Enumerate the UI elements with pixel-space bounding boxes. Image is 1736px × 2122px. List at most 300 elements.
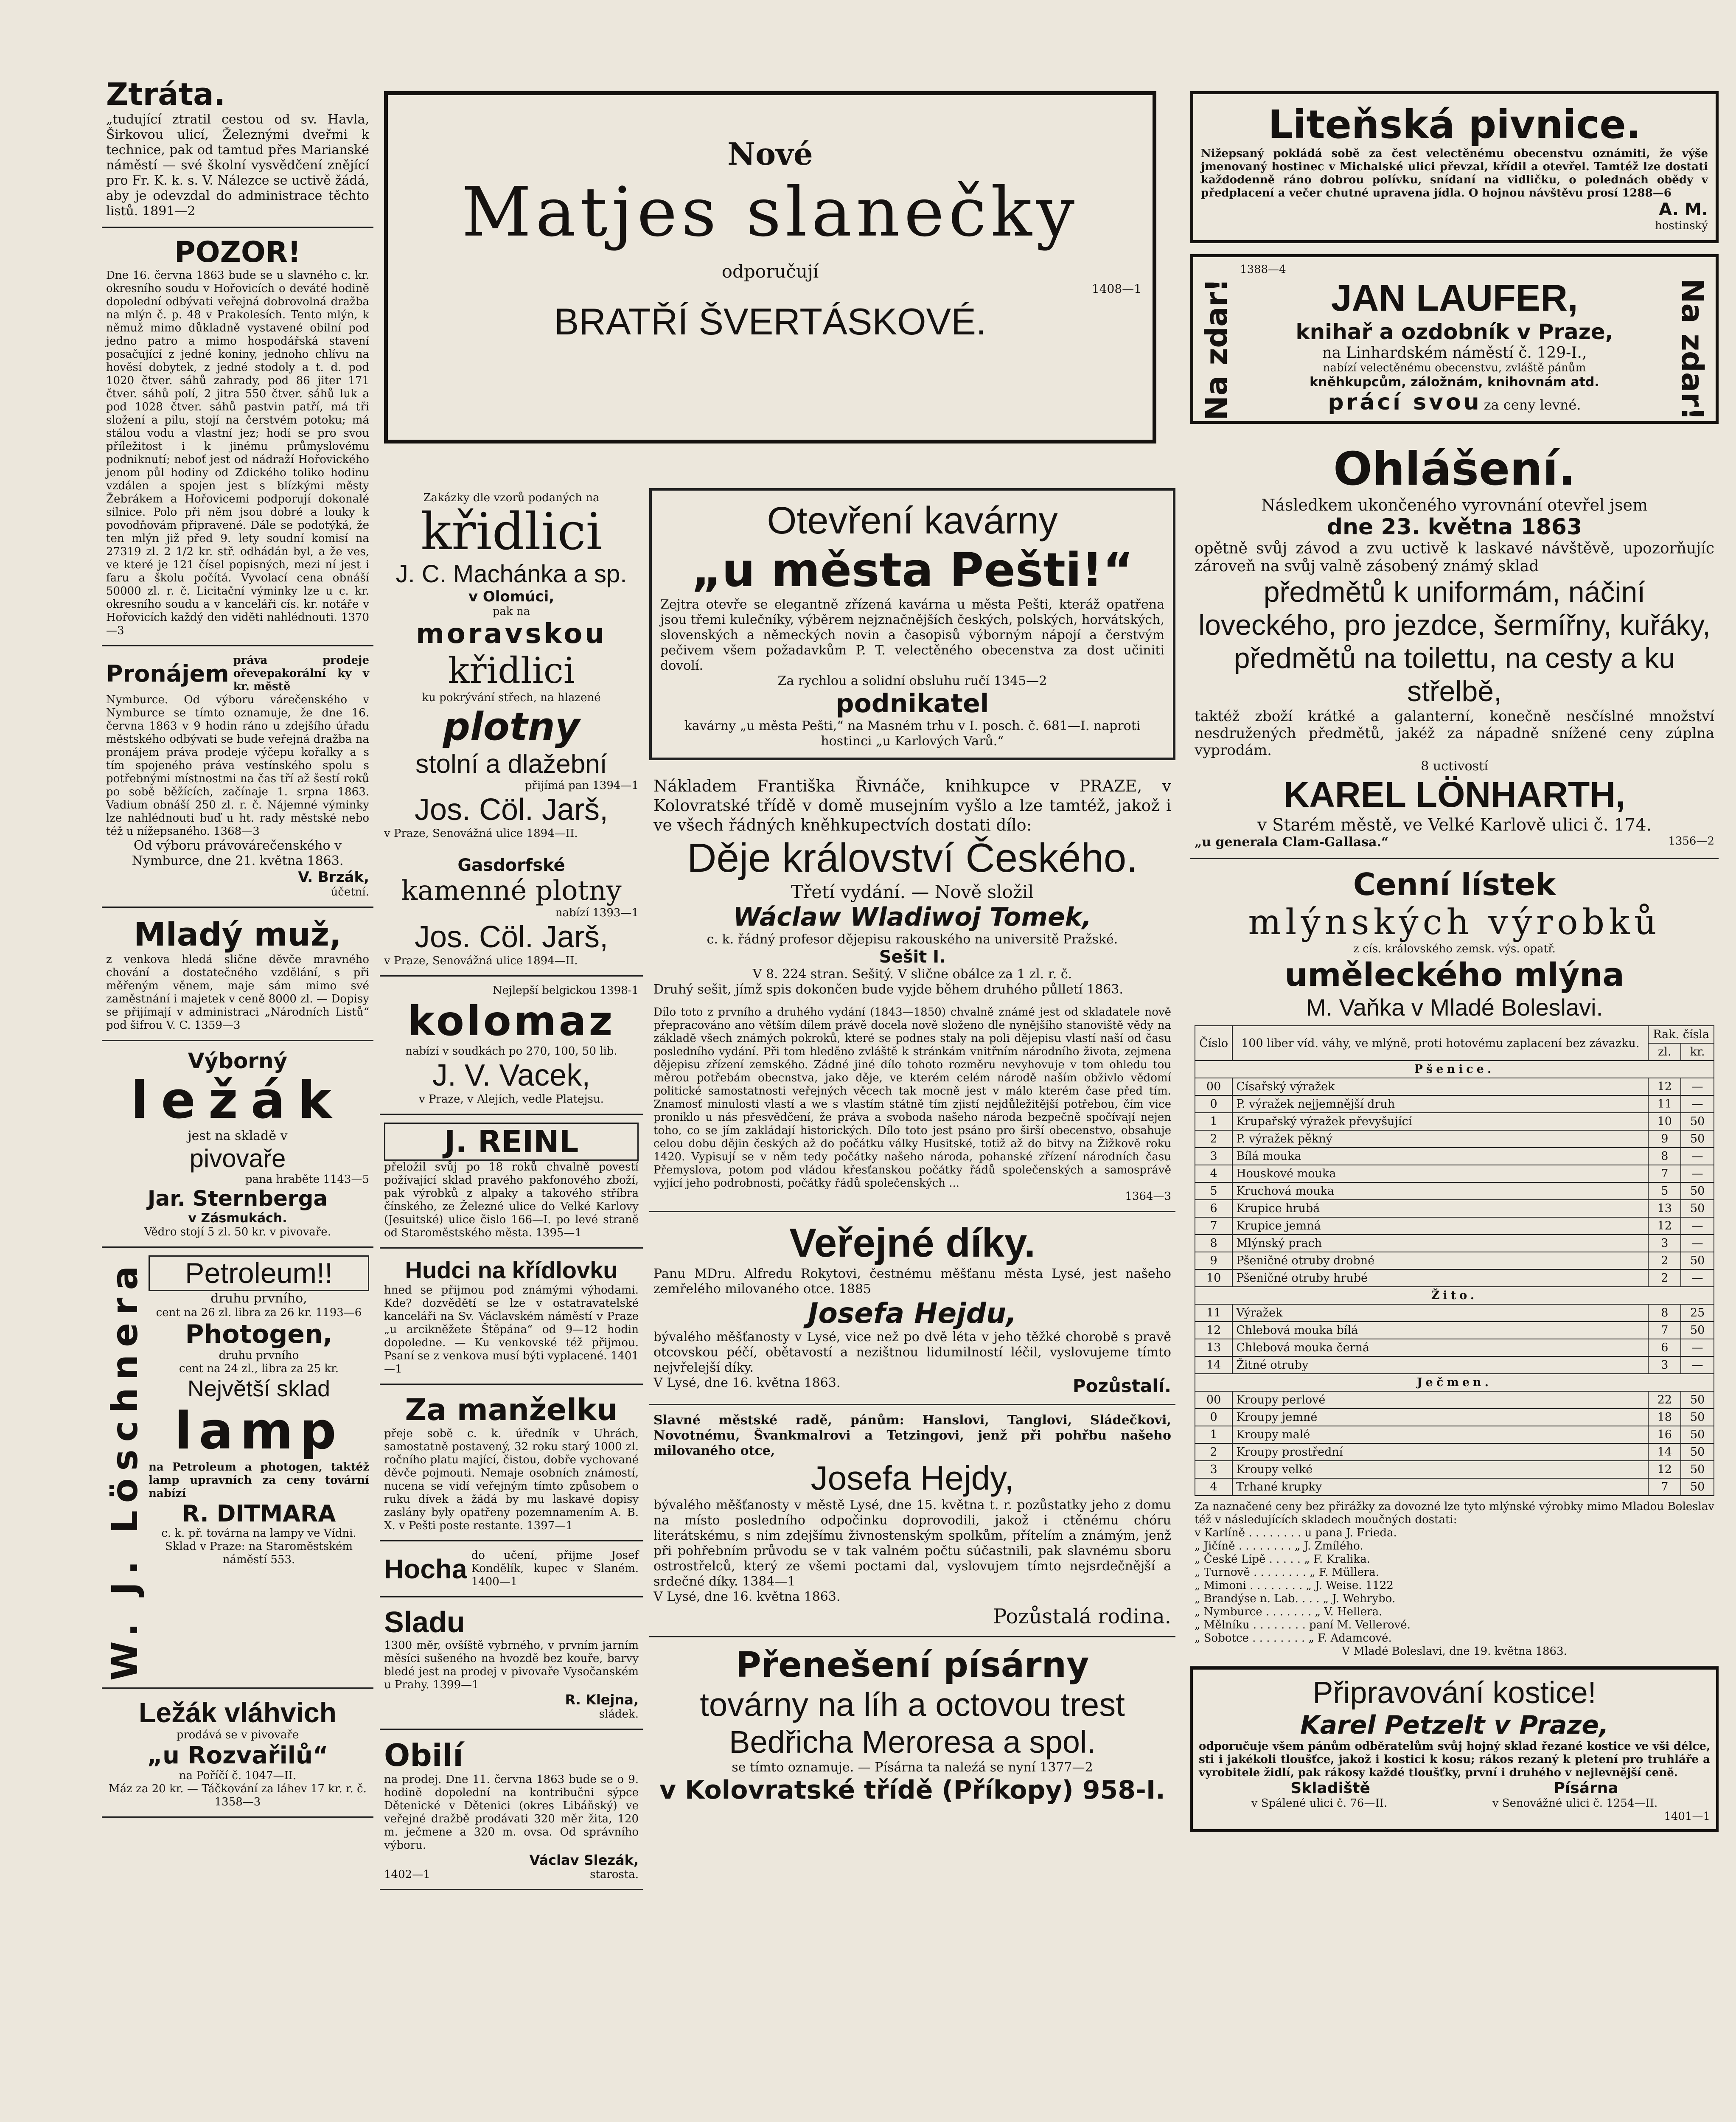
kostice-sklad: Skladiště [1290, 1780, 1370, 1797]
table-row [1195, 1130, 1714, 1148]
matjes-firm: BRATŘÍ ŠVERTÁSKOVÉ. [554, 300, 987, 342]
lezak-ad [102, 1041, 373, 1248]
table-row [1195, 1078, 1714, 1095]
table-section-name: Žito. [1195, 1287, 1714, 1304]
kostice-title: Připravování kostice! [1313, 1676, 1596, 1710]
matjes-sub: odporučují [721, 261, 819, 282]
kostice-code: 1401—1 [1664, 1810, 1710, 1823]
gasdorf-ad [380, 848, 643, 977]
diky2-intro: Slavné městské radě, pánům: Hanslovi, Tanglovi, Sládečkovi, Novotnému, Švankmalrovi a Tetzingovi, jenž při pohřbu našeho milovaného otce, [653, 1413, 1171, 1458]
laufer-left-label: Na zdar! [1199, 278, 1234, 421]
table-cell-no: 3 [1195, 1148, 1232, 1165]
table-cell-zl: 14 [1648, 1443, 1681, 1461]
table-cell-no: 3 [1195, 1461, 1232, 1478]
table-cell-kr: 50 [1681, 1113, 1714, 1130]
kamenne: kamenné plotny [401, 875, 622, 907]
sladu-text: 1300 měr, ovšíště vybrného, v prvním jarním měsíci sušeného na hvozdě bez kouře, barvy bledé jest na prodej v pivovaře Vysočanském u Prahy. 1399—1 [384, 1639, 639, 1691]
table-cell-zl: 2 [1648, 1252, 1681, 1269]
petroleum-price: cent na 26 zl. libra za 26 kr. 1193—6 [156, 1306, 362, 1319]
lonhart-big: předmětů k uniformám, náčiní loveckého, pro jezdce, šermířny, kuřáky, předmětů na toilettu, na cesty a ku střelbě, [1198, 576, 1711, 707]
pronajem-sign: Od výboru právovárečenského v Nymburce, dne 21. května 1863. [132, 838, 344, 868]
pisarna-text: se tímto oznamuje. — Písárna ta naleźá se nyní 1377—2 [732, 1760, 1093, 1775]
table-row [1195, 1095, 1714, 1113]
kniha-druhy: Druhý sešit, jímž spis dokončen bude vyjde během druhého půlletí 1863. [653, 982, 1123, 997]
kostice-firm: Karel Petzelt v Praze, [1300, 1710, 1609, 1740]
mlyn-table-body [1195, 1061, 1714, 1496]
kostice-sklad-addr: v Spálené ulici č. 76—II. [1251, 1797, 1388, 1810]
table-cell-kr: 50 [1681, 1443, 1714, 1461]
reinl: J. REINL [384, 1123, 639, 1161]
pozor-title: POZOR! [174, 236, 301, 269]
table-row [1195, 1409, 1714, 1426]
kniha-sesit: Sešit I. [879, 947, 946, 967]
table-cell-zl: 6 [1648, 1339, 1681, 1356]
kridlici-ad [380, 484, 643, 848]
loschner-ad [102, 1248, 373, 1689]
diky2-name: Josefa Hejdy, [811, 1459, 1014, 1497]
gasdorf: Gasdorfské [457, 856, 565, 875]
photogen-price: cent na 24 zl., libra za 25 kr. [179, 1362, 339, 1375]
list-item: „ České Lípě . . . . . „ F. Kralika. [1195, 1553, 1371, 1566]
table-cell-no: 10 [1195, 1269, 1232, 1287]
kniha-author: Wáclaw Wladiwoj Tomek, [733, 902, 1092, 932]
table-cell-zl: 18 [1648, 1409, 1681, 1426]
mlyn-title: Cenní lístek [1353, 867, 1556, 902]
nabizi: nabízí 1393—1 [555, 907, 639, 919]
kniha-ad [649, 769, 1175, 1212]
pronajem-role: účetní. [331, 886, 369, 898]
table-cell-no: 00 [1195, 1078, 1232, 1095]
table-cell-no: 0 [1195, 1095, 1232, 1113]
laufer-text: nabízí velectěnému obecenstvu, zvláště pánům [1323, 362, 1586, 374]
mlady-muz-ad [102, 908, 373, 1041]
table-cell-no: 5 [1195, 1182, 1232, 1200]
table-cell-kr: — [1681, 1269, 1714, 1287]
pisarna-title2: továrny na líh a octovou trest [700, 1686, 1125, 1723]
table-cell-no: 0 [1195, 1409, 1232, 1426]
table-section-row [1195, 1287, 1714, 1304]
table-row [1195, 1252, 1714, 1269]
lezak-big: ležák [131, 1071, 345, 1130]
diky2-sign: Pozůstalá rodina. [993, 1605, 1171, 1628]
ztrata-title: Ztráta. [106, 76, 226, 112]
kavarna-ad [649, 488, 1175, 760]
matjes-title: Matjes slanečky [461, 172, 1079, 252]
table-cell-no: 9 [1195, 1252, 1232, 1269]
kavarna-sign: podnikatel [836, 689, 989, 719]
litenska-title: Liteňská pivnice. [1268, 102, 1641, 147]
hudci-title: Hudci na křídlovku [405, 1257, 618, 1283]
table-cell-no: 12 [1195, 1322, 1232, 1339]
jars1-addr: v Praze, Senovážná ulice 1894—II. [384, 827, 578, 840]
table-cell-zl: 7 [1648, 1478, 1681, 1496]
table-cell-zl: 22 [1648, 1391, 1681, 1409]
diky-text: Panu MDru. Alfredu Rokytovi, čestnému měšťanu města Lysé, jest našeho zemřelého milovaného otce. 1885 [653, 1266, 1171, 1297]
hocha-title: Hocha [384, 1553, 467, 1584]
sladu-role: sládek. [599, 1708, 639, 1721]
table-cell-zl: 3 [1648, 1235, 1681, 1252]
laufer-name: JAN LAUFER, [1331, 277, 1578, 319]
diky-name: Josefa Hejdu, [808, 1297, 1017, 1330]
table-cell-item: Kroupy malé [1232, 1426, 1648, 1443]
ditmara: R. DITMARA [182, 1500, 336, 1527]
reinl-text: přeložil svůj po 18 roků chvalně povestí požívající sklad pravého pakfonového zboží, pak výrobků z alpaky a takového stříbra čínského, ze Železné ulice do Velké Karlovy (Jesuitské) ulice čislo 166—I. po levé straně od Staroměstského města. 1395—1 [384, 1161, 639, 1239]
table-cell-item: Žitné otruby [1232, 1356, 1648, 1374]
kavarna-name: „u města Pešti!“ [691, 543, 1134, 597]
left-column [102, 64, 373, 2122]
kostice-text: odporučuje všem pánům odběratelům svůj hojný sklad řezané kostice ve vši délce, sti i jakékoli tloušťce, jakož i kostici k kosu; rákos rezaný k pletení pro truhláře a vyrobitele židlí, pak rákosy každé tloušťky, první i druhého v nejlevnější ceně. [1199, 1740, 1710, 1779]
pokryvani: ku pokrývání střech, na hlazené [422, 691, 601, 704]
pronajem-signer: V. Brzák, [298, 869, 369, 886]
pozor-ad [102, 228, 373, 646]
table-cell-no: 6 [1195, 1200, 1232, 1217]
table-cell-item: Císařský výražek [1232, 1078, 1648, 1095]
manzel-text: přeje sobě c. k. úředník v Uhrách, samostatně postavený, 32 roku starý 1000 zl. ročního platu mající, čistou, dobře vychované děvče pojmouti. Nemaje osobních známostí, nucena se vidí veřejným tímto způsobem o ruku dívek a žádá by mu laskavé dopisy zaslány byly opatřeny pozemnamením A. B. X. v Pešti poste restante. 1397—1 [384, 1427, 639, 1532]
diky-text2: bývalého měšťanosty v Lysé, vice než po dvě léta v jeho těžké chorobě s pravě otcovskou péčí, obětavostí a nezištnou lidumilností léčil, vyslovujeme tímto nejvřelejší díky. [653, 1330, 1171, 1375]
matjes-code: 1408—1 [1091, 282, 1141, 296]
kniha-edition: Třetí vydání. — Nově složil [791, 881, 1034, 902]
table-cell-item: Kroupy jemné [1232, 1409, 1648, 1426]
litenska-sign: A. M. [1659, 200, 1708, 219]
table-cell-no: 1 [1195, 1113, 1232, 1130]
rozvarilu: „u Rozvařilů“ [147, 1742, 328, 1769]
table-cell-kr: 50 [1681, 1182, 1714, 1200]
table-cell-item: Výražek [1232, 1304, 1648, 1322]
table-cell-kr: 50 [1681, 1478, 1714, 1496]
pronajem-title: Pronájem [106, 660, 229, 687]
table-section-row [1195, 1061, 1714, 1078]
manzel-title: Za manželku [405, 1392, 618, 1427]
table-cell-item: Chlebová mouka černá [1232, 1339, 1648, 1356]
table-cell-item: Trhané krupky [1232, 1478, 1648, 1496]
lamp-text: na Petroleum a photogen, taktéž lamp upravních za ceny tovární nabízí [149, 1461, 369, 1500]
table-section-name: Ječmen. [1195, 1374, 1714, 1391]
pisarna-ad [649, 1637, 1175, 1813]
lamp-big: lamp [174, 1402, 343, 1461]
prijima: přijímá pan 1394—1 [524, 779, 639, 792]
rozvarilu-price: Máz za 20 kr. — Táčkování za láhev 17 kr. r. č. 1358—3 [109, 1782, 367, 1808]
table-cell-item: Pšeničné otruby hrubé [1232, 1269, 1648, 1287]
photogen-title: Photogen, [185, 1319, 333, 1349]
matjes-nove: Nové [727, 136, 813, 172]
list-item: „ Mělníku . . . . . . . . paní M. Vellerové. [1195, 1619, 1411, 1631]
table-cell-zl: 16 [1648, 1426, 1681, 1443]
third-column [649, 488, 1175, 2122]
sladu-title: Sladu [384, 1606, 465, 1639]
table-row [1195, 1200, 1714, 1217]
list-item: „ Brandýse n. Lab. . . . „ J. Wehrybo. [1195, 1592, 1396, 1605]
muz-text: z venkova hledá slične děvče mravného chování a dostatečného vzdělání, s při měřeným věnem, maje sám mimo své zaměstnání i majetek v ceně 8000 zl. — Dopisy se přijímají v administraci „Národních Listů“ pod šifrou V. C. 1359—3 [106, 953, 369, 1032]
obili-text: na prodej. Dne 11. června 1863 bude se o 9. hodině dopolední na kontribučni sýpce Dětenické v Dětenici (okres Libáňský) ve veřejné dražbě prodávati 320 měr žita, 120 m. ječmene a 320 m. ovsa. Od správního výboru. [384, 1773, 639, 1852]
table-cell-zl: 7 [1648, 1322, 1681, 1339]
lezak-name: Jar. Sternberga [147, 1186, 328, 1211]
table-cell-zl: 9 [1648, 1130, 1681, 1148]
muz-title: Mladý muž, [134, 915, 342, 953]
table-cell-item: P. výražek nejjemnější druh [1232, 1095, 1648, 1113]
obili-sign: Václav Slezák, [529, 1852, 639, 1868]
kostice-pisarna-addr: v Senovážné ulici č. 1254—II. [1492, 1797, 1658, 1810]
table-cell-item: Krupařský výražek převyšující [1232, 1113, 1648, 1130]
table-cell-item: Kruchová mouka [1232, 1182, 1648, 1200]
obili-role: starosta. [590, 1868, 639, 1881]
matjes-ad [384, 91, 1156, 443]
kniha-title: Děje království Českého. [687, 835, 1138, 881]
table-cell-no: 11 [1195, 1304, 1232, 1322]
lonhart-title: Ohlášení. [1333, 443, 1576, 496]
jars1: Jos. Cöl. Jarš, [414, 793, 609, 827]
table-row [1195, 1235, 1714, 1252]
machanka: J. C. Machánka a sp. [395, 560, 627, 588]
mlyn-note: Za naznačené ceny bez přirážky za dovozné lze tyto mlýnské výrobky mimo Mladou Boleslav též v následujících skladech moučných dostati: [1195, 1500, 1714, 1526]
vacek-addr: v Praze, v Alejích, vedle Platejsu. [419, 1093, 604, 1106]
lonhart-sub: „u generala Clam-Gallasa.“ [1195, 835, 1389, 850]
diky2-text: bývalého měšťanosty v městě Lysé, dne 15. května t. r. pozůstatky jeho z domu na místo posledního odpočinku doprovodili, jakož i ctěnému chóru literátskému, s nim zdejšímu živnostenským spolkům, přítelím a známým, jenž při pohřebním průvodu se v tak valném počtu súčastnili, pak slavnému sboru ostrostřelců, který ze všemi poctami dal, vyslovujem tímto nejsrdečnější a srdečné díky. 1384—1 [653, 1498, 1171, 1589]
litenska-text: Nižepsaný pokládá sobě za čest velectěnému obecenstvu oznámiti, že výše jmenovaný hostinec v Michalské ulici převzal, křídil a otevřel. Tamtéž lze dostati každodenně ráno dobrou polívku, snídaní na vidličku, o polednách obědy v předplacení a večer chutné upravena jídla. O hojnou návštěvu prosí 1288—6 [1201, 147, 1708, 199]
table-cell-item: Kroupy prostřední [1232, 1443, 1648, 1461]
kavarna-code: Za rychlou a solidní obsluhu ručí 1345—2 [777, 674, 1047, 688]
table-cell-kr: — [1681, 1078, 1714, 1095]
lonhart-code: 8 uctivostí [1421, 759, 1488, 774]
table-cell-no: 2 [1195, 1443, 1232, 1461]
table-cell-zl: 12 [1648, 1078, 1681, 1095]
pisarna-addr: v Kolovratské třídě (Příkopy) 958-I. [659, 1775, 1165, 1805]
list-item: v Karlíně . . . . . . . . u pana J. Frieda. [1195, 1527, 1397, 1539]
pak-na: pak na [492, 605, 530, 618]
loschner-vertical: W. J. Löschnera [104, 1258, 146, 1681]
stolni: stolní a dlažební [415, 749, 607, 779]
diky-place: V Lysé, dne 16. května 1863. [653, 1375, 841, 1390]
ditmara-text: c. k. př. továrna na lampy ve Vídni. [161, 1527, 356, 1540]
table-cell-zl: 12 [1648, 1461, 1681, 1478]
table-cell-kr: 50 [1681, 1200, 1714, 1217]
kolomaz-text: nabízí v soudkách po 270, 100, 50 lib. [405, 1045, 617, 1058]
olomouc: v Olomúci, [468, 588, 555, 605]
obili-title: Obilí [384, 1737, 463, 1773]
table-cell-zl: 8 [1648, 1148, 1681, 1165]
ztrata-ad [102, 64, 373, 228]
table-cell-no: 1 [1195, 1426, 1232, 1443]
lezak2-title: Ležák vláhvich [139, 1697, 337, 1728]
table-cell-no: 00 [1195, 1391, 1232, 1409]
manzel-ad [380, 1385, 643, 1541]
diky-sign: Pozůstalí. [1072, 1375, 1171, 1396]
table-cell-zl: 13 [1648, 1200, 1681, 1217]
table-row [1195, 1322, 1714, 1339]
kolomaz: kolomaz [407, 997, 615, 1045]
table-cell-item: Pšeničné otruby drobné [1232, 1252, 1648, 1269]
table-cell-no: 8 [1195, 1235, 1232, 1252]
table-section-name: Pšenice. [1195, 1061, 1714, 1078]
obili-code: 1402—1 [384, 1868, 430, 1881]
diky2-ad [649, 1405, 1175, 1637]
laufer-addr: na Linhardském náměstí č. 129-I., [1322, 344, 1587, 362]
table-cell-no: 14 [1195, 1356, 1232, 1374]
reinl-ad [380, 1115, 643, 1249]
kniha-intro: Nákladem Františka Řivnáče, knihkupce v PRAZE, v Kolovratské třídě v domě musejním vyšlo a lze tamtéž, jakož i ve všech řádných kněhkupectvích dostati dílo: [653, 777, 1171, 834]
lonhart-addr: v Starém městě, ve Velké Karlově ulici č. 174. [1257, 815, 1652, 835]
laufer-code: 1388—4 [1240, 263, 1286, 276]
lezak-price: Vědro stojí 5 zl. 50 kr. v pivovaře. [144, 1226, 331, 1238]
sklad-title: Největší sklad [187, 1376, 331, 1401]
kniha-prof: c. k. řádný profesor dějepisu rakouského na universitě Pražské. [707, 932, 1118, 947]
table-row [1195, 1478, 1714, 1496]
diky2-place: V Lysé, dne 16. května 1863. [653, 1589, 841, 1604]
vacek: J. V. Vacek, [432, 1058, 591, 1092]
kniha-code: 1364—3 [1125, 1190, 1171, 1203]
right-column [1190, 91, 1719, 2122]
kridlici-big: křidlici [421, 502, 602, 561]
lezak2-sub: prodává se v pivovaře [176, 1729, 299, 1741]
lezak-title: Výborný [188, 1049, 288, 1073]
obili-ad [380, 1730, 643, 1890]
table-row [1195, 1269, 1714, 1287]
table-row [1195, 1304, 1714, 1322]
lezak-pivovar: pivovaře [189, 1144, 286, 1173]
table-row [1195, 1443, 1714, 1461]
table-row [1195, 1165, 1714, 1182]
table-cell-kr: — [1681, 1217, 1714, 1235]
kridlici-intro: Zakázky dle vzorů podaných na [423, 491, 600, 504]
table-row [1195, 1461, 1714, 1478]
second-column [380, 484, 643, 2122]
list-item: „ Jičíně . . . . . . . . „ J. Zmílého. [1195, 1540, 1363, 1552]
kniha-body: Dílo toto z prvního a druhého vydání (1843—1850) chvalně známé jest od skladatele nově přepracováno ano větším dílem právě docela nově složeno dle nynějšího stanoviště vědy na základě všech známých pokroků, které se podnes staly na poli dějepisu vlastí naší od času posledního vydání. Při tom hleděno zvláště k stránkám vnitřním národního života, zejmena dějepisu zřízení zemského. Zádné jiné dílo tohoto rozměru nevyhovuje v tom ohledu tou měrou potřebám obecnstva, jako děje, ve kterém celém národě naším obživlo vědomí politické samostatnosti veřejných věcech tak mocně jest v málo kterém čase před tím. Znamosť minulosti vlastí a we s vlastím státně tím zjistí nejdůležitější potřebou, čím vice proniklo u nás přesvědčení, že práva a svoboda našeho národa bezpečně spočívají nejen toho, co se jím zakládají historických. Dílo toto jest psáno pro širší obecenstvo, obsahuje celou dobu dějin českých až do počátku války Husitské, totiž až do bitvy na Žižkově roku 1420. Vypisují se v něm tedy počátky našeho národa, pohanské zřízení národních času Přemyslova, potom pod vládou křesťanskou počátky řádů společenských a samosprávě vyjící jeho podrobnosti, počátky řádů společenských ... [653, 1006, 1171, 1190]
mlyn-sub: mlýnských výrobků [1248, 902, 1661, 943]
pronajem-ad [102, 646, 373, 908]
table-cell-item: Bílá mouka [1232, 1148, 1648, 1165]
table-cell-item: Mlýnský prach [1232, 1235, 1648, 1252]
sladu-ad [380, 1597, 643, 1730]
diky-title: Veřejné díky. [789, 1220, 1035, 1266]
laufer-cena: za ceny levné. [1484, 397, 1581, 413]
table-cell-kr: — [1681, 1356, 1714, 1374]
kostice-pisarna: Písárna [1554, 1780, 1618, 1797]
table-row [1195, 1148, 1714, 1165]
pozor-text: Dne 16. června 1863 bude se u slavného c. kr. okresního soudu v Hořovicích o deváté hodině dopolední odbývati veřejná dobrovolná dražba na mlýn č. p. 48 v Prakolesích. Tento mlýn, k němuž mimo důkladně vystavené obilní pod jedno patro a mimo hospodářská stavení posačující z jedné koniny, jednoho chlívu na hověsí dobytek, z jedné stodoly a t. d. pod 1020 čtver. sáhů zahrady, pod 86 jiter 171 čtver. sáhů polí, 2 jitra 550 čtver. sáhů luk a pod 1028 čtver. sáhů pastvin patří, má tři složení a pilu, stojí na čerstvém potoku; má stálou vodu a vlastní jez; hodí se pro svou příležitost i k jinému průmyslovému podniknutí; neboť jest od nádraží Hořovického jenom půl hodiny od Zdického toliko hodinu vzdálen a spojen jest s blízkými městy Žebrákem a Hořovicemi podporují dokonalé silnice. Polo při něm jsou dobré a louky k povodňovám připravené. Dále se podotýká, že ten mlýn již před 9. lety soudní komisí na 27319 zl. 2 1/2 kr. stř. odhádán byl, a že ves, ve které je 121 čísel popisných, mezi ní jest i faru a školu počítá. Vyvolací cena obnáší 50000 zl. r. č. Licitační výminky lze u c. kr. okresního soudu a v kanceláři cís. kr. notáře v Hořovicích každý den viděti nahlédnouti. 1370—3 [106, 269, 369, 637]
table-row [1195, 1339, 1714, 1356]
table-cell-zl: 5 [1648, 1182, 1681, 1200]
header-zl: zl. [1648, 1043, 1681, 1061]
table-cell-kr: 50 [1681, 1426, 1714, 1443]
lonhart-date: dne 23. května 1863 [1327, 514, 1582, 540]
header-price: Rak. čísla [1648, 1026, 1714, 1043]
table-cell-kr: 50 [1681, 1252, 1714, 1269]
kavarna-title: Otevření kavárny [767, 500, 1058, 542]
table-cell-kr: 50 [1681, 1409, 1714, 1426]
table-cell-zl: 12 [1648, 1217, 1681, 1235]
rozvarilu-addr: na Poříčí č. 1047—II. [179, 1769, 297, 1782]
table-cell-kr: 50 [1681, 1130, 1714, 1148]
table-cell-kr: — [1681, 1148, 1714, 1165]
table-cell-kr: — [1681, 1235, 1714, 1252]
lonhart-text3: taktéž zboží krátké a galanterní, konečně nesčíslné množství nesdružených předmětů, jakéž za nápadně snížené ceny zúplna vyprodám. [1195, 708, 1714, 759]
lonhart-text2: opětně svůj závod a zvu uctivě k laskavé návštěvě, upozorňujíc zároveň na svůj valně zásobený známý sklad [1195, 540, 1714, 575]
table-cell-no: 7 [1195, 1217, 1232, 1235]
lezak-hrabete: pana hraběte 1143—5 [245, 1173, 369, 1186]
kridlici2: křidlici [448, 650, 575, 691]
kniha-pages: V 8. 224 stran. Sešitý. V slične obálce za 1 zl. r. č. [752, 967, 1072, 982]
table-cell-item: Kroupy velké [1232, 1461, 1648, 1478]
table-section-row [1195, 1374, 1714, 1391]
litenska-role: hostinský [1655, 219, 1708, 232]
lezak2-ad [102, 1689, 373, 1818]
table-cell-zl: 7 [1648, 1165, 1681, 1182]
ditmara-sklad: Sklad v Praze: na Staroměstském náměstí 553. [165, 1540, 353, 1566]
lonhart-name: KAREL LÖNHARTH, [1283, 775, 1626, 814]
kostice-ad [1190, 1667, 1719, 1832]
mlyn-footer: V Mladé Boleslavi, dne 19. května 1863. [1342, 1645, 1567, 1658]
table-cell-kr: — [1681, 1095, 1714, 1113]
diky-ad [649, 1212, 1175, 1405]
plotny: plotny [443, 705, 580, 749]
table-cell-kr: 50 [1681, 1461, 1714, 1478]
jars2-addr: v Praze, Senovážná ulice 1894—II. [384, 954, 578, 967]
kolomaz-ad [380, 977, 643, 1115]
table-cell-no: 4 [1195, 1478, 1232, 1496]
list-item: „ Sobotce . . . . . . . . „ F. Adamcové. [1195, 1632, 1392, 1645]
table-cell-zl: 3 [1648, 1356, 1681, 1374]
table-row [1195, 1113, 1714, 1130]
table-cell-no: 4 [1195, 1165, 1232, 1182]
laufer-prace: prácí svou [1328, 390, 1482, 415]
table-cell-item: P. výražek pěkný [1232, 1130, 1648, 1148]
jars2: Jos. Cöl. Jarš, [414, 920, 609, 954]
table-cell-kr: — [1681, 1165, 1714, 1182]
petroleum-title: Petroleum!! [149, 1255, 369, 1291]
table-cell-zl: 2 [1648, 1269, 1681, 1287]
table-cell-zl: 10 [1648, 1113, 1681, 1130]
list-item: „ Nymburce . . . . . . . „ V. Hellera. [1195, 1606, 1383, 1618]
header-cislo: Číslo [1195, 1026, 1232, 1061]
mlyn-ad [1190, 859, 1719, 1667]
table-row [1195, 1217, 1714, 1235]
lezak-sub: jest na skladě v [188, 1128, 288, 1143]
pronajem-sub: práva prodeje ořevepakorální ky v kr. městě [233, 654, 369, 693]
pronajem-text: Nymburce. Od výboru várečenského v Nymburce se tímto oznamuje, že dne 16. června 1863 v 9 hodin ráno u zdejšího úřadu městského odbývati se bude veřejná dražba na pronájem práva prodeje výčepu kořalky a s tím spojeného práva vestínského spolu s potřebnými místnostmi na čas tří až šestí roků po sobě běžících, začínaje 1. srpna 1863. Vadium obnáší 250 zl. r. č. Nájemné výminky lze nahlédnouti buď u ht. rady městské nebo též u nížepsaného. 1368—3 [106, 693, 369, 838]
lonhart-ad [1190, 435, 1719, 859]
moravskou: moravskou [416, 618, 607, 650]
pisarna-name: Bedřicha Meroresa a spol. [729, 1724, 1096, 1760]
table-cell-zl: 11 [1648, 1095, 1681, 1113]
lezak-place: v Zásmukách. [188, 1211, 287, 1226]
header-kr: kr. [1681, 1043, 1714, 1061]
hudci-ad [380, 1249, 643, 1385]
hudci-text: hned se přijmou pod známými výhodami. Kde? dozvědětí se lze v ostatravatelské kanceláři na Sv. Václavském náměstí v Praze „u arcikněžete Štěpána“ od 9—12 hodin dopoledne. — Ku venkovské též přijmou. Psaní se z venkova musí býti vyplacené. 1401—1 [384, 1284, 639, 1375]
laufer-ad [1190, 254, 1719, 424]
table-cell-item: Krupice hrubá [1232, 1200, 1648, 1217]
table-cell-item: Houskové mouka [1232, 1165, 1648, 1182]
hocha-ad [380, 1541, 643, 1597]
table-cell-no: 13 [1195, 1339, 1232, 1356]
header-text: 100 liber víd. váhy, ve mlýně, proti hotovému zaplacení bez závazku. [1232, 1026, 1648, 1061]
laufer-text2: kněhkupcům, záložnám, knihovnám atd. [1310, 375, 1599, 390]
photogen-sub: druhu prvního [219, 1349, 299, 1362]
mlyn-depots [1195, 1527, 1714, 1645]
list-item: „ Mimoni . . . . . . . . „ J. Weise. 1122 [1195, 1579, 1394, 1592]
table-row [1195, 1182, 1714, 1200]
table-cell-no: 2 [1195, 1130, 1232, 1148]
table-row [1195, 1356, 1714, 1374]
laufer-title: knihař a ozdobník v Praze, [1296, 320, 1613, 344]
lonhart-text: Následkem ukončeného vyrovnání otevřel jsem [1261, 496, 1648, 514]
table-cell-kr: — [1681, 1339, 1714, 1356]
mlyn-table [1195, 1025, 1714, 1496]
mlyn-big: uměleckého mlýna [1284, 956, 1624, 994]
table-cell-kr: 25 [1681, 1304, 1714, 1322]
kavarna-addr: kavárny „u města Pešti,“ na Masném trhu v I. posch. č. 681—I. naproti hostinci „u Karlových Varů.“ [684, 719, 1141, 749]
litenska-ad [1190, 91, 1719, 243]
mlyn-intro: z cís. královského zemsk. výs. opatř. [1353, 943, 1556, 955]
